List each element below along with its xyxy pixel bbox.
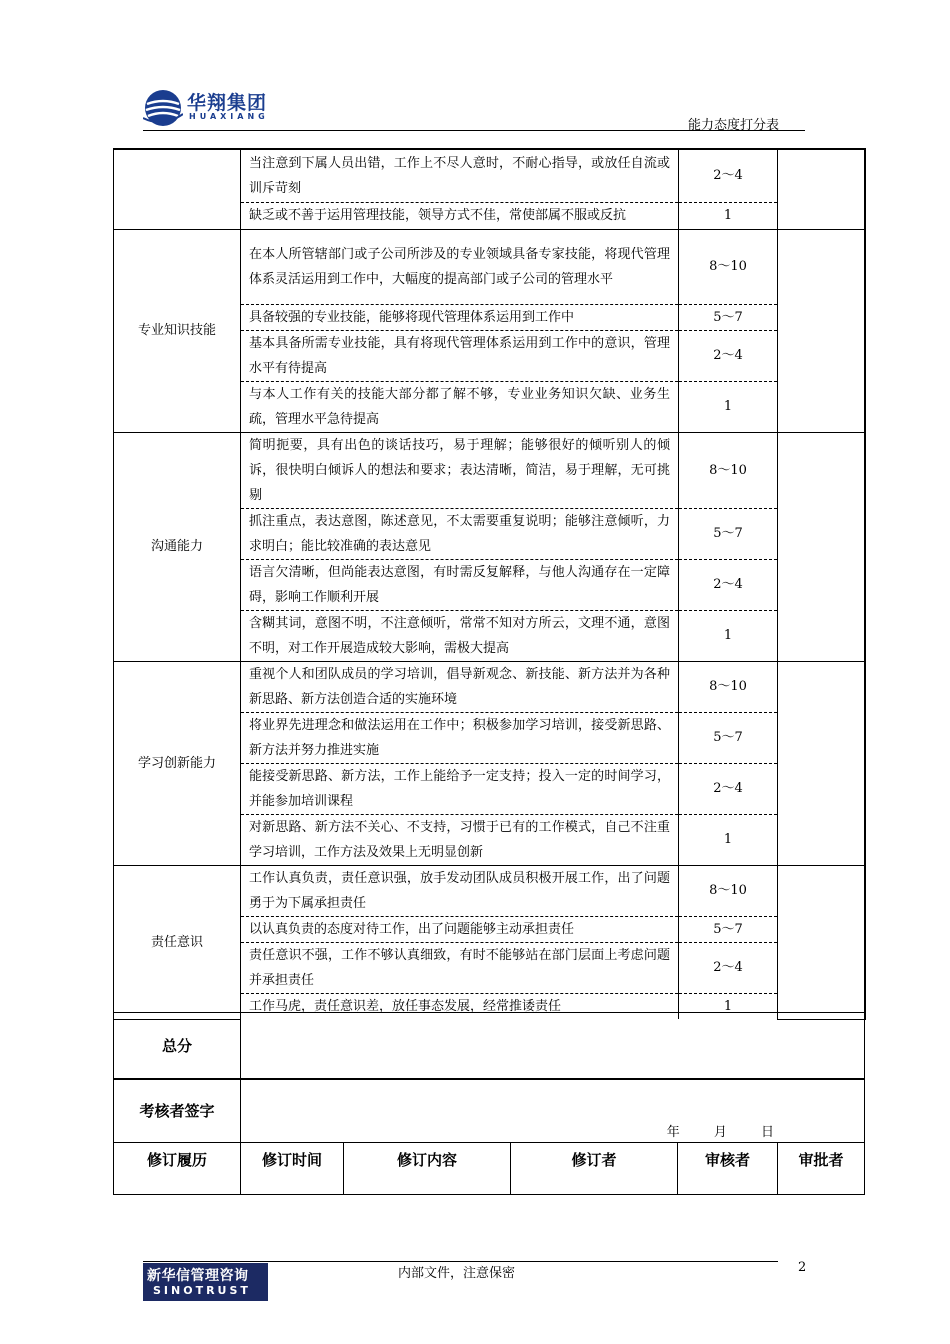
criterion-description: 在本人所管辖部门或子公司所涉及的专业领域具备专家技能，将现代管理体系灵活运用到工作中，大幅度的提高部门或子公司的管理水平 [241,229,679,304]
category-cell: 专业知识技能 [114,229,241,432]
score-range: 1 [679,993,778,1019]
score-range: 1 [679,610,778,661]
huaxiang-logo [143,86,288,130]
score-range: 5～7 [679,508,778,559]
criterion-description: 抓注重点，表达意图，陈述意见，不太需要重复说明；能够注意倾听，力求明白；能比较准确的表达意见 [241,508,679,559]
criterion-description: 基本具备所需专业技能，具有将现代管理体系运用到工作中的意识，管理水平有待提高 [241,330,679,381]
score-range: 5～7 [679,916,778,942]
footer-logo-english: SINOTRUST [153,1284,251,1297]
signature-field[interactable] [241,1079,865,1143]
history-column-header: 修订内容 [344,1142,511,1194]
score-range: 8～10 [679,229,778,304]
footer-logo-chinese: 新华信管理咨询 [147,1268,249,1284]
score-range: 2～4 [679,559,778,610]
page-number: 2 [798,1260,807,1275]
table-row [114,149,865,202]
criterion-description: 当注意到下属人员出错，工作上不尽人意时，不耐心指导，或放任自流或训斥苛刻 [241,149,679,202]
criterion-description: 责任意识不强，工作不够认真细致，有时不能够站在部门层面上考虑问题并承担责任 [241,942,679,993]
criterion-description: 含糊其词，意图不明，不注意倾听，常常不知对方所云，文理不通，意图不明，对工作开展造成较大影响，需极大提高 [241,610,679,661]
scoring-table [113,148,866,1020]
score-range: 8～10 [679,865,778,916]
logo-english-text: HUAXIANG [189,112,269,121]
history-column-header: 修订者 [511,1142,678,1194]
revision-history-header [114,1142,865,1194]
category-cell: 学习创新能力 [114,661,241,865]
criterion-description: 能接受新思路、新方法，工作上能给予一定支持；投入一定的时间学习，并能参加培训课程 [241,763,679,814]
score-range: 1 [679,814,778,865]
score-input-cell[interactable] [778,865,865,1019]
signature-row [114,1079,865,1143]
criterion-description: 具备较强的专业技能，能够将现代管理体系运用到工作中 [241,304,679,330]
score-range: 8～10 [679,661,778,712]
score-range: 2～4 [679,149,778,202]
score-input-cell[interactable] [778,149,865,229]
category-cell [114,149,241,229]
criterion-description: 缺乏或不善于运用管理技能，领导方式不佳，常使部属不服或反抗 [241,202,679,229]
score-range: 2～4 [679,763,778,814]
logo-chinese-text: 华翔集团 [187,92,268,114]
category-cell: 责任意识 [114,865,241,1019]
criterion-description: 以认真负责的态度对待工作，出了问题能够主动承担责任 [241,916,679,942]
score-range: 5～7 [679,712,778,763]
score-range: 8～10 [679,432,778,508]
score-range: 2～4 [679,942,778,993]
score-input-cell[interactable] [778,661,865,865]
table-row [114,432,865,508]
signature-label: 考核者签字 [114,1079,241,1143]
criterion-description: 对新思路、新方法不关心、不支持，习惯于已有的工作模式，自己不注重学习培训，工作方法及效果上无明显创新 [241,814,679,865]
criterion-description: 简明扼要，具有出色的谈话技巧，易于理解；能够很好的倾听别人的倾诉，很快明白倾诉人的想法和要求；表达清晰，简洁，易于理解，无可挑剔 [241,432,679,508]
score-range: 1 [679,381,778,432]
history-column-header: 审批者 [778,1142,865,1194]
total-score-field[interactable] [241,1013,865,1079]
document-title: 能力态度打分表 [688,118,780,133]
criterion-description: 工作马虎，责任意识差，放任事态发展，经常推诿责任 [241,993,679,1019]
signature-date: 年 月 日 [666,1124,775,1140]
history-column-header: 审核者 [678,1142,778,1194]
criterion-description: 与本人工作有关的技能大部分都了解不够，专业业务知识欠缺、业务生疏，管理水平急待提高 [241,381,679,432]
table-row [114,865,865,916]
summary-table [113,1012,865,1195]
score-range: 1 [679,202,778,229]
score-range: 2～4 [679,330,778,381]
criterion-description: 语言欠清晰，但尚能表达意图，有时需反复解释，与他人沟通存在一定障碍，影响工作顺利开展 [241,559,679,610]
history-column-header: 修订时间 [241,1142,344,1194]
table-row [114,229,865,304]
category-cell: 沟通能力 [114,432,241,661]
criterion-description: 工作认真负责，责任意识强，放手发动团队成员积极开展工作，出了问题勇于为下属承担责任 [241,865,679,916]
header-divider [143,130,805,131]
criterion-description: 重视个人和团队成员的学习培训，倡导新观念、新技能、新方法并为各种新思路、新方法创造合适的实施环境 [241,661,679,712]
globe-logo-icon [143,88,183,128]
score-range: 5～7 [679,304,778,330]
score-input-cell[interactable] [778,432,865,661]
total-label: 总分 [114,1013,241,1079]
criterion-description: 将业界先进理念和做法运用在工作中；积极参加学习培训，接受新思路、新方法并努力推进实施 [241,712,679,763]
table-row [114,661,865,712]
total-row [114,1013,865,1079]
history-column-header: 修订履历 [114,1142,241,1194]
confidential-notice: 内部文件，注意保密 [398,1266,516,1281]
sinotrust-logo [143,1263,268,1301]
score-input-cell[interactable] [778,229,865,432]
